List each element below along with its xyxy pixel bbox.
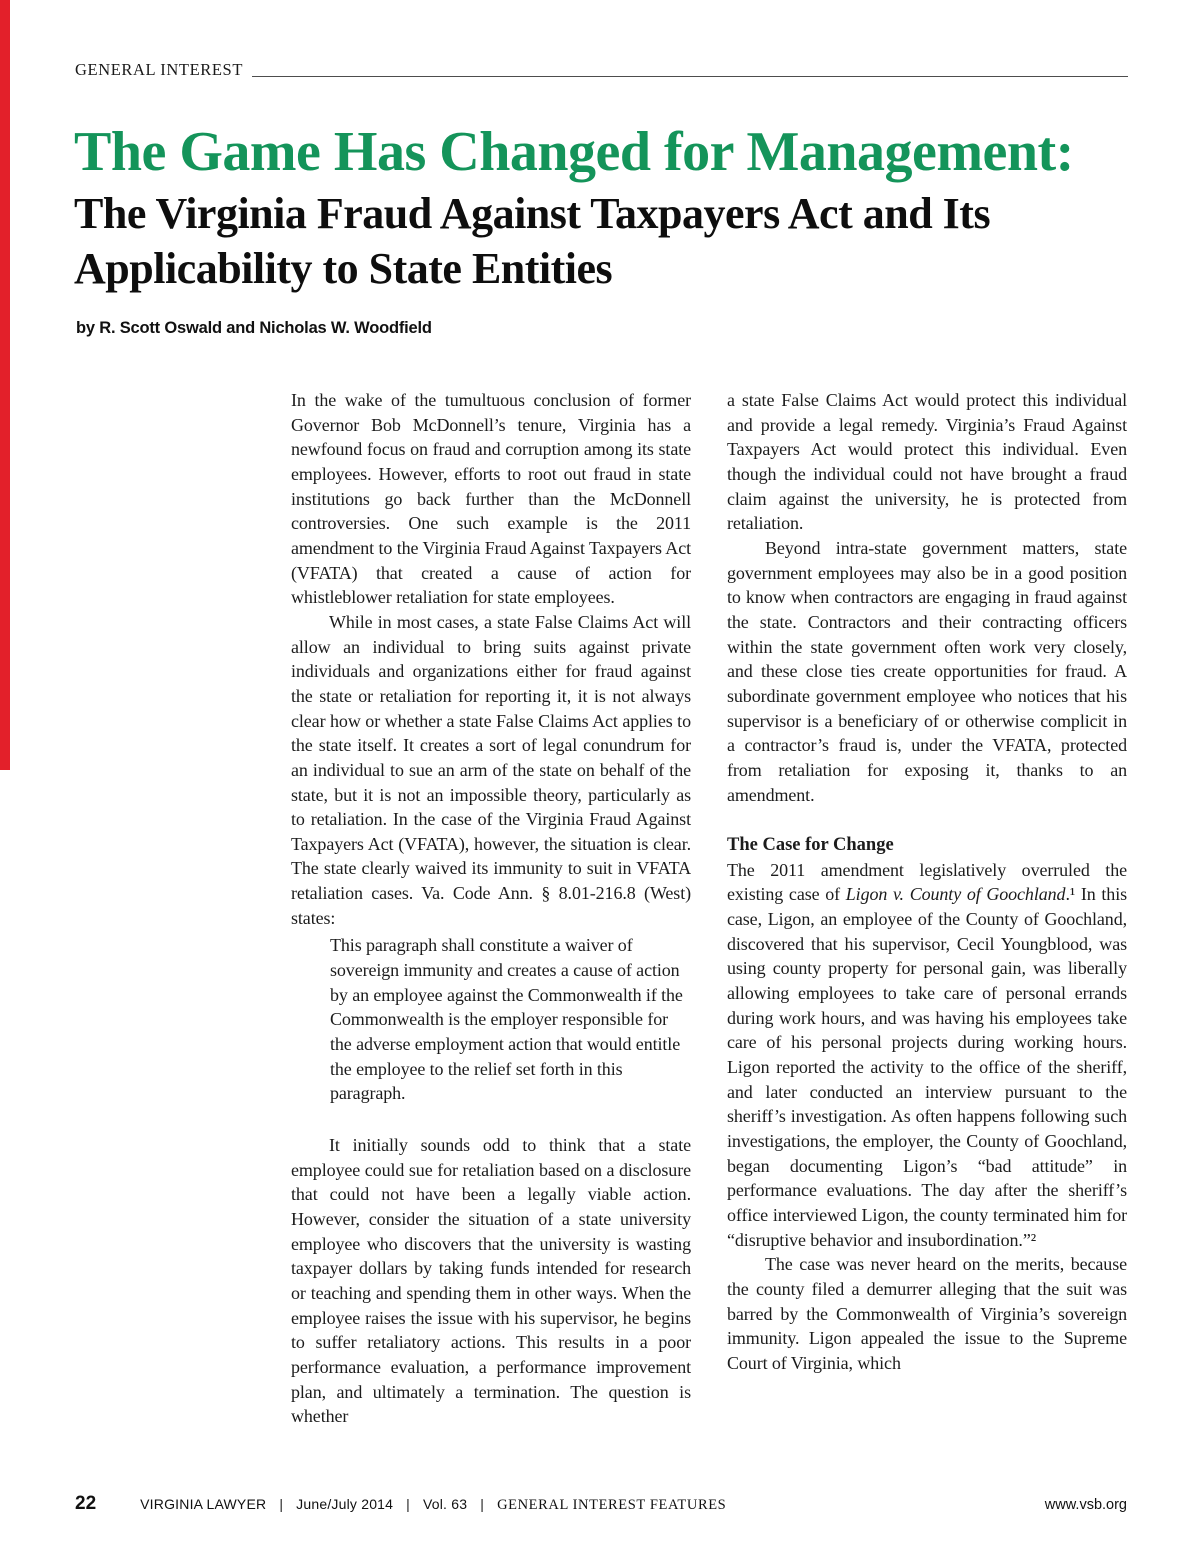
- footer-magazine-title: VIRGINIA LAWYER: [140, 1496, 267, 1512]
- footer-issue-date: June/July 2014: [296, 1496, 394, 1512]
- article-subtitle: [74, 186, 990, 296]
- column-right: [727, 388, 1127, 1429]
- article-subtitle-line-1: The Virginia Fraud Against Taxpayers Act and Its: [74, 189, 991, 238]
- page-edge-bar: [0, 0, 10, 770]
- section-header: [75, 60, 1128, 80]
- paragraph: a state False Claims Act would protect this individual and provide a legal remedy. Virginia’s Fraud Against Taxpayers Act would protect this individual. Even though the individual could not have brought a fraud claim against the university, he is protected from retaliation.: [727, 390, 1127, 534]
- block-quote: This paragraph shall constitute a waiver of sovereign immunity and creates a cause of action by an employee against the Commonwealth if the Commonwealth is the employer responsible for the adverse employment action that would entitle the employee to the relief set forth in this paragraph.: [330, 935, 683, 1104]
- footer-volume: Vol. 63: [423, 1496, 468, 1512]
- paragraph: It initially sounds odd to think that a state employee could sue for retaliation based on a disclosure that could not have been a legally viable action. However, consider the situation of a state university employee who discovers that the university is wasting taxpayer dollars by taking funds intended for research or teaching and spending them in other ways. When the employee raises the issue with his supervisor, he begins to suffer retaliatory actions. This results in a poor performance evaluation, a performance improvement plan, and ultimately a termination. The question is whether: [291, 1135, 691, 1427]
- paragraph: [727, 858, 1127, 1253]
- column-left: [291, 388, 691, 1429]
- case-citation: Ligon v. County of Goochland: [845, 884, 1066, 905]
- subheading: The Case for Change: [727, 835, 894, 856]
- paragraph-text: .¹ In this case, Ligon, an employee of the County of Goochland, discovered that his supervisor, Cecil Youngblood, was using county property for personal gain, was liberally allowing employees to take care of personal errands during work hours, and was having his employees take care of his personal projects during working hours. Ligon reported the activity to the office of the sheriff, and later conducted an interview pursuant to the sheriff’s investigation. As often happens following such investigations, the employer, the County of Goochland, began documenting Ligon’s “bad attitude” in performance evaluations. The day after the sheriff’s office interviewed Ligon, the county terminated him for “disruptive behavior and insubordination.”²: [727, 884, 1127, 1250]
- article-title: The Game Has Changed for Management:: [74, 121, 1074, 183]
- page-number: 22: [75, 1493, 97, 1514]
- paragraph-text: The 2011 amendment legislatively overruled the existing case of: [727, 859, 1127, 905]
- article-subtitle-line-2: Applicability to State Entities: [74, 244, 613, 293]
- article-body: [291, 388, 1128, 1429]
- footer-website: www.vsb.org: [1044, 1497, 1127, 1513]
- page-footer: [75, 1493, 1127, 1515]
- paragraph: In the wake of the tumultuous conclusion of former Governor Bob McDonnell’s tenure, Virginia has a newfound focus on fraud and corruption among its state employees. However, efforts to root out fraud in state institutions go back further than the McDonnell controversies. One such example is the 2011 amendment to the Virginia Fraud Against Taxpayers Act (VFATA) that created a cause of action for whistleblower retaliation for state employees.: [291, 390, 691, 608]
- footer-meta: [140, 1496, 726, 1514]
- footer-separator: |: [480, 1496, 485, 1512]
- footer-separator: |: [279, 1496, 284, 1512]
- paragraph: The case was never heard on the merits, because the county filed a demurrer alleging that the suit was barred by the Commonwealth of Virginia’s sovereign immunity. Ligon appealed the issue to the Supreme Court of Virginia, which: [727, 1254, 1127, 1373]
- byline: by R. Scott Oswald and Nicholas W. Woodfield: [76, 319, 432, 337]
- paragraph: While in most cases, a state False Claims Act will allow an individual to bring suits against private individuals and organizations either for fraud against the state or retaliation for reporting it, it is not always clear how or whether a state False Claims Act applies to the state itself. It creates a sort of legal conundrum for an individual to sue an arm of the state on behalf of the state, but it is not an impossible theory, particularly as to retaliation. In the case of the Virginia Fraud Against Taxpayers Act (VFATA), however, the situation is clear. The state clearly waived its immunity to suit in VFATA retaliation cases. Va. Code Ann. § 8.01-216.8 (West) states:: [291, 611, 691, 928]
- paragraph: Beyond intra-state government matters, state government employees may also be in a good position to know when contractors are engaging in fraud against the state. Contractors and their contracting officers within the state government often work very closely, and these close ties create opportunities for fraud. A subordinate government employee who notices that his supervisor is a beneficiary of or otherwise complicit in a contractor’s fraud is, under the VFATA, protected from retaliation for exposing it, thanks to an amendment.: [727, 537, 1127, 805]
- section-label: GENERAL INTEREST: [75, 60, 244, 79]
- footer-section-label: GENERAL INTEREST FEATURES: [497, 1497, 727, 1513]
- section-rule: [252, 76, 1128, 77]
- footer-separator: |: [406, 1496, 410, 1512]
